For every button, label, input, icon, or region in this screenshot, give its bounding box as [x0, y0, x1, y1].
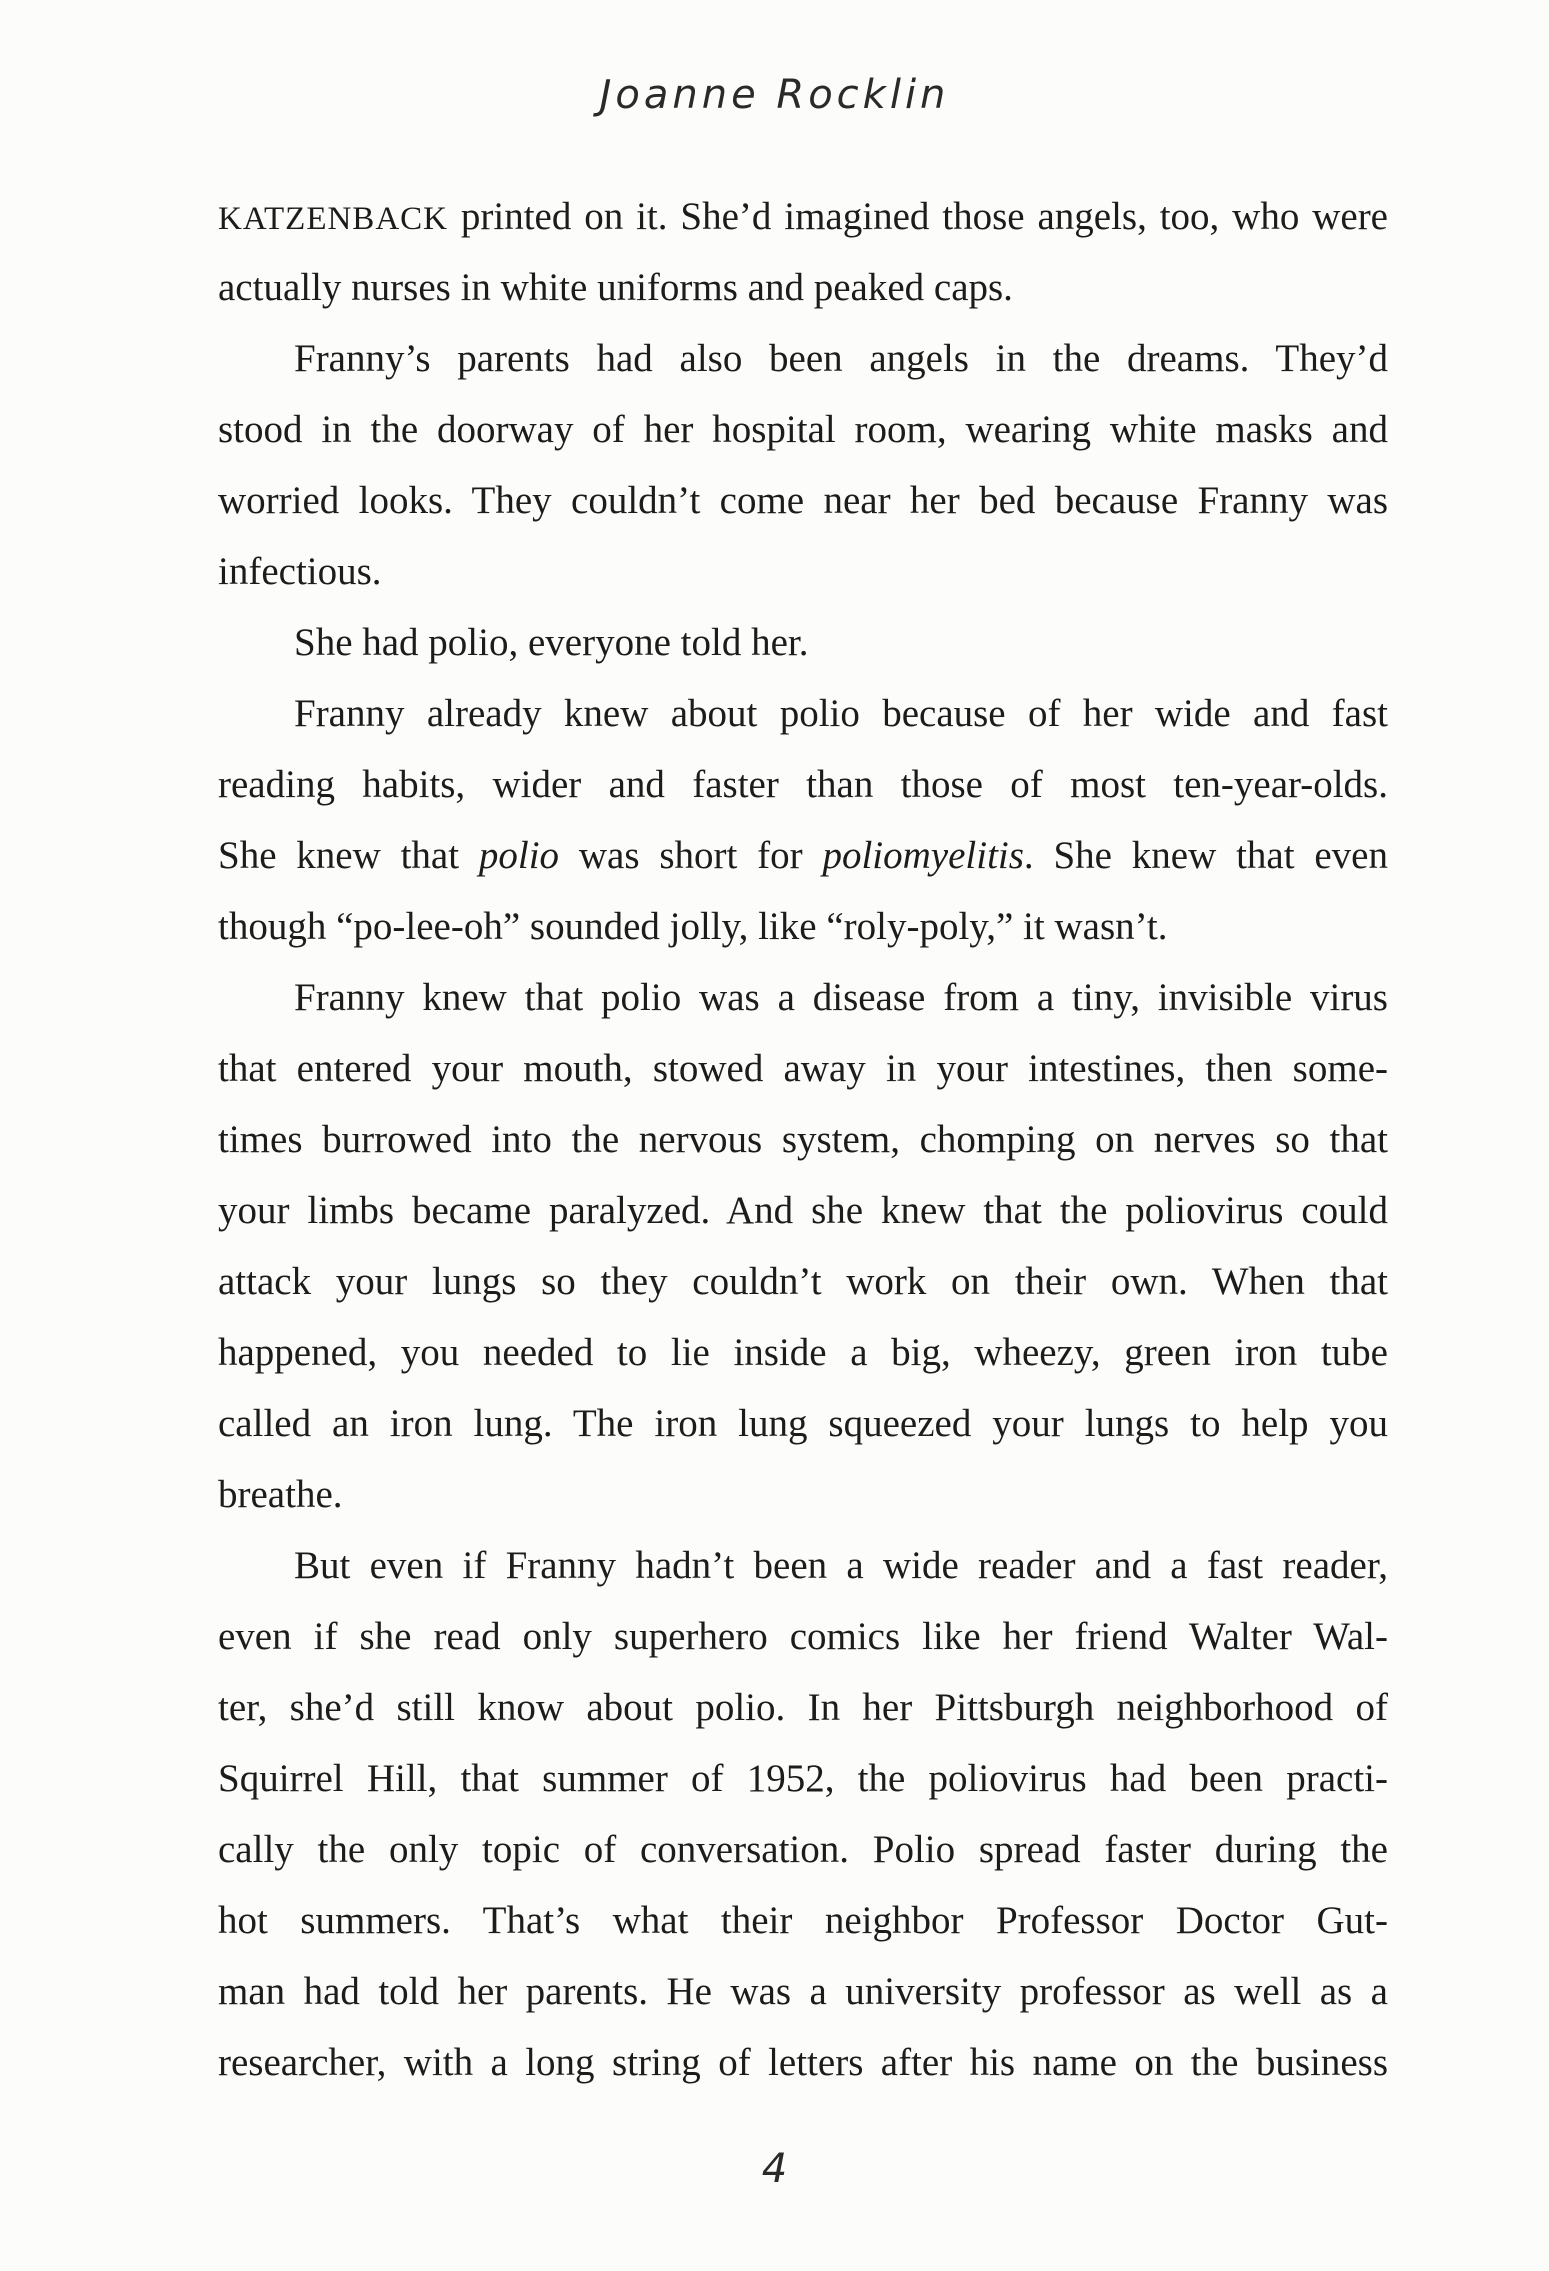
text-line: reading habits, wider and faster than those of most ten-year-olds.	[218, 763, 1388, 806]
page-number: 4	[761, 2146, 788, 2192]
paragraph	[218, 607, 1388, 678]
text-line: your limbs became paralyzed. And she knew that the poliovirus could	[218, 1189, 1388, 1232]
text-line: KATZENBACK printed on it. She’d imagined those angels, too, who were	[218, 195, 1388, 238]
text-line: She had polio, everyone told her.	[294, 621, 809, 664]
paragraph	[218, 1530, 1388, 2098]
text-line: breathe.	[218, 1473, 343, 1516]
text-line: actually nurses in white uniforms and peaked caps.	[218, 266, 1013, 309]
text-line: times burrowed into the nervous system, chomping on nerves so that	[218, 1118, 1388, 1161]
running-head: Joanne Rocklin	[599, 72, 950, 118]
paragraph	[218, 962, 1388, 1530]
text-line: worried looks. They couldn’t come near her bed because Franny was	[218, 479, 1388, 522]
text-line: though “po-lee-oh” sounded jolly, like “roly-poly,” it wasn’t.	[218, 905, 1168, 948]
text-line: ter, she’d still know about polio. In her Pittsburgh neighborhood of	[218, 1686, 1388, 1729]
text-line: But even if Franny hadn’t been a wide reader and a fast reader,	[294, 1544, 1388, 1587]
text-line: that entered your mouth, stowed away in your intestines, then some-	[218, 1047, 1388, 1090]
text-line: stood in the doorway of her hospital room, wearing white masks and	[218, 408, 1388, 451]
text-line: Franny knew that polio was a disease from a tiny, invisible virus	[294, 976, 1388, 1019]
text-line: infectious.	[218, 550, 382, 593]
text-line: She knew that polio was short for poliomyelitis. She knew that even	[218, 834, 1388, 877]
text-line: Franny’s parents had also been angels in the dreams. They’d	[294, 337, 1388, 380]
text-line: cally the only topic of conversation. Polio spread faster during the	[218, 1828, 1388, 1871]
body-text	[218, 181, 1388, 2098]
text-line: Squirrel Hill, that summer of 1952, the poliovirus had been practi-	[218, 1757, 1388, 1800]
paragraph	[218, 678, 1388, 962]
text-line: hot summers. That’s what their neighbor Professor Doctor Gut-	[218, 1899, 1388, 1942]
paragraph	[218, 181, 1388, 323]
text-line: even if she read only superhero comics like her friend Walter Wal-	[218, 1615, 1388, 1658]
small-caps-word: KATZENBACK	[218, 201, 448, 237]
text-line: happened, you needed to lie inside a big, wheezy, green iron tube	[218, 1331, 1388, 1374]
text-line: researcher, with a long string of letters after his name on the business	[218, 2041, 1388, 2084]
paragraph	[218, 323, 1388, 607]
text-line: man had told her parents. He was a university professor as well as a	[218, 1970, 1388, 2013]
text-line: attack your lungs so they couldn’t work on their own. When that	[218, 1260, 1388, 1303]
text-line: called an iron lung. The iron lung squeezed your lungs to help you	[218, 1402, 1388, 1445]
text-line: Franny already knew about polio because of her wide and fast	[294, 692, 1388, 735]
